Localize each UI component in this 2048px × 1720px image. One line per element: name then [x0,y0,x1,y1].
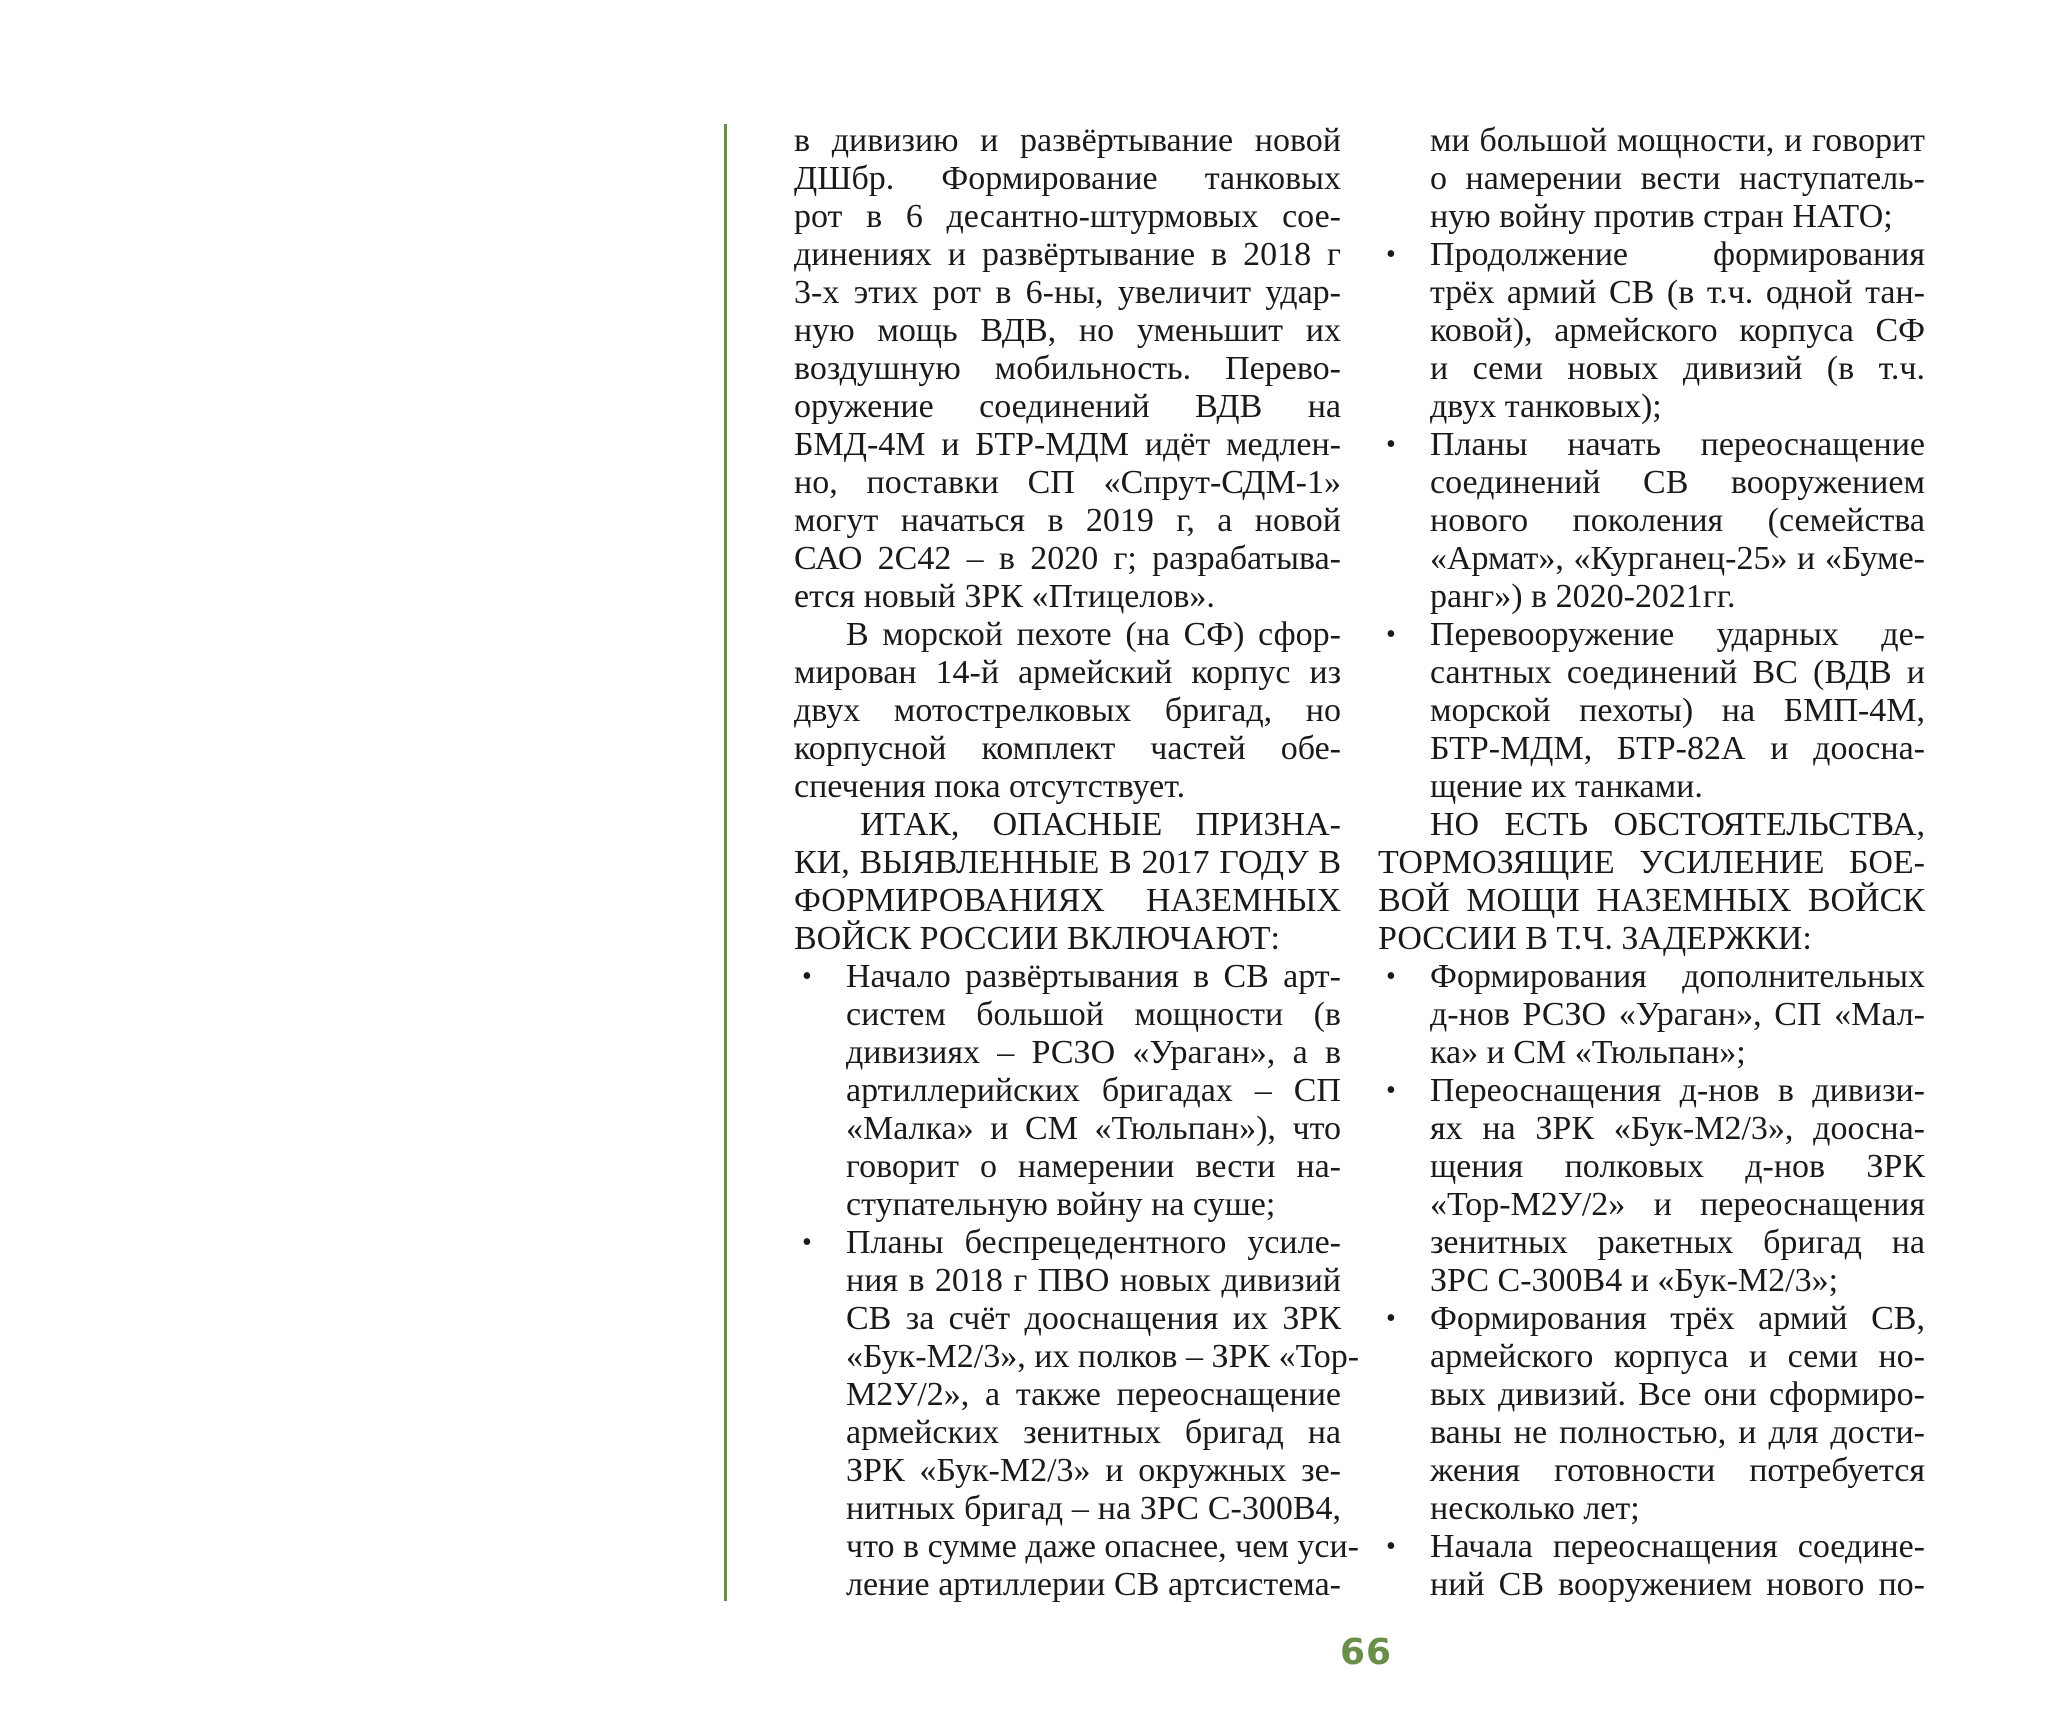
bullet-icon: • [1386,619,1396,650]
text-line: СВ за счёт дооснащения их ЗРК [846,1300,1341,1337]
text-line: воздушную мобильность. Перево- [794,350,1341,387]
text-line: спечения пока отсутствует. [794,768,1186,805]
page-number: 66 [1339,1632,1393,1673]
list-item [794,958,1341,1224]
text-line: нитных бригад – на ЗРС С-300В4, [846,1490,1341,1527]
text-line: вых дивизий. Все они сформиро- [1430,1376,1925,1413]
bullet-icon: • [1386,1531,1396,1562]
text-line: систем большой мощности (в [846,996,1341,1033]
list-item [1378,958,1925,1072]
text-line: динениях и развёртывание в 2018 г [794,236,1341,273]
text-line: мирован 14-й армейский корпус из [794,654,1341,691]
text-line: зенитных ракетных бригад на [1430,1224,1925,1261]
margin-rule [724,124,727,1601]
text-line: оружение соединений ВДВ на [794,388,1341,425]
text-line: ЗРС С-300В4 и «Бук-М2/3»; [1430,1262,1839,1299]
text-line: ную мощь ВДВ, но уменьшит их [794,312,1341,349]
text-line: двух танковых); [1430,388,1662,425]
text-line: трёх армий СВ (в т.ч. одной тан- [1430,274,1925,311]
text-line: ную войну против стран НАТО; [1430,198,1893,235]
list-item [1378,616,1925,806]
text-line: ление артиллерии СВ артсистема- [846,1566,1341,1603]
list-item [1378,1072,1925,1300]
text-line: ранг») в 2020-2021гг. [1430,578,1736,615]
text-line: армейских зенитных бригад на [846,1414,1341,1451]
text-line: что в сумме даже опаснее, чем уси- [846,1528,1359,1565]
list-item [1378,1300,1925,1528]
text-line: рот в 6 десантно-штурмовых сое- [794,198,1341,235]
text-line: несколько лет; [1430,1490,1640,1527]
text-line: и семи новых дивизий (в т.ч. [1430,350,1925,387]
text-line: Продолжение формирования [1430,236,1925,273]
text-line: Формирования трёх армий СВ, [1430,1300,1925,1337]
bullet-icon: • [1386,1075,1396,1106]
section-heading [1378,806,1925,958]
text-line: «Армат», «Курганец-25» и «Буме- [1430,540,1925,577]
text-line: ступательную войну на суше; [846,1186,1276,1223]
text-line: щения полковых д-нов ЗРК [1430,1148,1925,1185]
list-item [794,1224,1360,1604]
text-line: ка» и СМ «Тюльпан»; [1430,1034,1746,1071]
text-line: В морской пехоте (на СФ) сфор- [846,616,1341,653]
text-line: сантных соединений ВС (ВДВ и [1430,654,1925,691]
text-line: 3-х этих рот в 6-ны, увеличит удар- [794,274,1341,311]
heading-line: ИТАК, ОПАСНЫЕ ПРИЗНА- [860,806,1341,843]
paragraph-1 [794,122,1341,616]
bullet-icon: • [1386,961,1396,992]
text-line: «Тор-М2У/2» и переоснащения [1430,1186,1925,1223]
heading-line: РОССИИ В Т.Ч. ЗАДЕРЖКИ: [1378,920,1812,957]
list-item [1378,1528,1925,1604]
text-line: ДШбр. Формирование танковых [794,160,1341,197]
text-line: говорит о намерении вести на- [846,1148,1341,1185]
text-line: ется новый ЗРК «Птицелов». [794,578,1215,615]
text-line: дивизиях – РСЗО «Ураган», а в [846,1034,1341,1071]
text-line: корпусной комплект частей обе- [794,730,1341,767]
text-line: БМД-4М и БТР-МДМ идёт медлен- [794,426,1341,463]
text-line: БТР-МДМ, БТР-82А и доосна- [1430,730,1925,767]
text-line: армейского корпуса и семи но- [1430,1338,1925,1375]
text-line: нового поколения (семейства [1430,502,1925,539]
text-line: в дивизию и развёртывание новой [794,122,1341,159]
text-line: САО 2С42 – в 2020 г; разрабатыва- [794,540,1341,577]
text-line: ваны не полностью, и для дости- [1430,1414,1925,1451]
heading-line: КИ, ВЫЯВЛЕННЫЕ В 2017 ГОДУ В [794,844,1341,881]
bullet-icon: • [802,961,812,992]
text-line: Перевооружение ударных де- [1430,616,1925,653]
bullet-icon: • [1386,429,1396,460]
text-line: «Малка» и СМ «Тюльпан»), что [846,1110,1341,1147]
text-line: но, поставки СП «Спрут-СДМ-1» [794,464,1341,501]
text-line: артиллерийских бригадах – СП [846,1072,1341,1109]
text-line: Переоснащения д-нов в дивизи- [1430,1072,1925,1109]
text-line: Начала переоснащения соедине- [1430,1528,1925,1565]
heading-line: ВОЙСК РОССИИ ВКЛЮЧАЮТ: [794,920,1280,957]
text-line: Начало развёртывания в СВ арт- [846,958,1341,995]
text-line: ковой), армейского корпуса СФ [1430,312,1925,349]
text-line: морской пехоты) на БМП-4М, [1430,692,1925,729]
bullet-icon: • [1386,239,1396,270]
text-line: могут начаться в 2019 г, а новой [794,502,1341,539]
text-line: «Бук-М2/3», их полков – ЗРК «Тор- [846,1338,1360,1375]
heading-line: НО ЕСТЬ ОБСТОЯТЕЛЬСТВА, [1430,806,1925,843]
text-line: щение их танками. [1430,768,1703,805]
text-line: д-нов РСЗО «Ураган», СП «Мал- [1430,996,1925,1033]
text-line: ми большой мощности, и говорит [1430,122,1925,159]
right-column [1378,122,1925,1604]
bullet-icon: • [1386,1303,1396,1334]
bullet-icon: • [802,1227,812,1258]
text-line: Формирования дополнительных [1430,958,1925,995]
list-item-continuation [1378,122,1925,236]
heading-line: ФОРМИРОВАНИЯХ НАЗЕМНЫХ [794,882,1341,919]
text-line: ний СВ вооружением нового по- [1430,1566,1925,1603]
text-line: соединений СВ вооружением [1430,464,1925,501]
list-item [1378,236,1925,426]
text-line: жения готовности потребуется [1430,1452,1925,1489]
text-line: ния в 2018 г ПВО новых дивизий [846,1262,1341,1299]
heading-line: ТОРМОЗЯЩИЕ УСИЛЕНИЕ БОЕ- [1378,844,1925,881]
text-line: Планы начать переоснащение [1430,426,1925,463]
paragraph-2 [794,616,1341,806]
text-line: Планы беспрецедентного усиле- [846,1224,1341,1261]
text-line: М2У/2», а также переоснащение [846,1376,1341,1413]
text-line: ях на ЗРК «Бук-М2/3», доосна- [1430,1110,1925,1147]
text-line: о намерении вести наступатель- [1430,160,1925,197]
heading-line: ВОЙ МОЩИ НАЗЕМНЫХ ВОЙСК [1378,882,1925,919]
text-line: ЗРК «Бук-М2/3» и окружных зе- [846,1452,1341,1489]
list-item [1378,426,1925,616]
left-column [794,122,1360,1604]
section-heading [794,806,1341,958]
text-line: двух мотострелковых бригад, но [794,692,1341,729]
